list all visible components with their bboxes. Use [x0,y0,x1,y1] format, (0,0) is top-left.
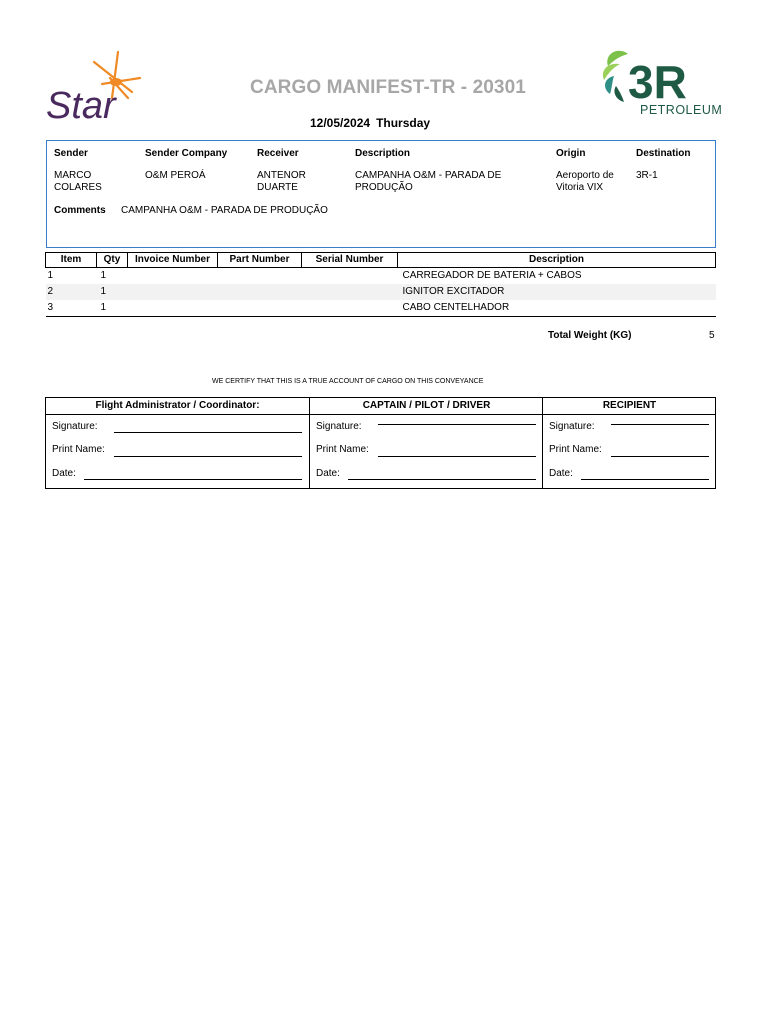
print-name-label: Print Name: [316,444,369,455]
recipient-print-name-line[interactable] [611,456,709,457]
captain-signature-column [309,398,543,488]
coordinator-signature-line[interactable] [114,432,302,433]
star-logo-text: Star [46,85,116,124]
manifest-date-line [310,116,430,130]
item-invoice [128,300,218,317]
comments-label: Comments [54,205,106,216]
item-number: 3 [46,300,97,317]
item-number: 2 [46,284,97,300]
signature-label: Signature: [316,421,362,432]
item-serial [302,268,398,285]
item-qty: 1 [97,300,128,317]
destination-value: 3R-1 [636,170,658,181]
shipment-info-box [46,140,716,248]
date-label: Date: [549,468,573,479]
signature-label: Signature: [549,421,595,432]
print-name-label: Print Name: [549,444,602,455]
origin-value: Aeroporto de Vitoria VIX [556,170,614,193]
star-logo [44,48,144,124]
table-header-row [46,253,716,268]
sender-company-value: O&M PEROÁ [145,170,206,181]
certification-statement: WE CERTIFY THAT THIS IS A TRUE ACCOUNT OF CARGO ON THIS CONVEYANCE [212,378,484,385]
item-invoice [128,268,218,285]
recipient-column-title: RECIPIENT [543,398,716,415]
sender-value: MARCO COLARES [54,170,102,193]
col-header-item: Item [46,253,97,268]
recipient-date-line[interactable] [581,479,709,480]
coordinator-date-line[interactable] [84,479,302,480]
table-row [46,268,716,285]
item-qty: 1 [97,284,128,300]
item-invoice [128,284,218,300]
coordinator-signature-column [46,398,309,488]
destination-header: Destination [636,148,691,159]
description-value: CAMPANHA O&M - PARADA DE PRODUÇÃO [355,170,502,193]
col-header-serial: Serial Number [302,253,398,268]
receiver-value: ANTENOR DUARTE [257,170,306,193]
sender-header: Sender [54,148,88,159]
manifest-date: 12/05/2024 [310,116,371,130]
description-header: Description [355,148,411,159]
coordinator-print-name-line[interactable] [114,456,302,457]
recipient-signature-column [542,398,716,488]
col-header-part: Part Number [218,253,302,268]
total-weight-label: Total Weight (KG) [548,330,632,341]
item-part [218,284,302,300]
receiver-header: Receiver [257,148,299,159]
3r-petroleum-logo [598,44,722,120]
signature-label: Signature: [52,421,98,432]
cargo-items-table [45,252,716,317]
sender-company-header: Sender Company [145,148,228,159]
item-serial [302,284,398,300]
table-row [46,284,716,300]
comments-value: CAMPANHA O&M - PARADA DE PRODUÇÃO [121,205,328,216]
manifest-title: CARGO MANIFEST-TR - 20301 [250,77,526,98]
captain-signature-line[interactable] [378,424,536,425]
manifest-weekday: Thursday [376,116,431,130]
col-header-description: Description [398,253,716,268]
col-header-invoice: Invoice Number [128,253,218,268]
petroleum-logo-text: PETROLEUM [640,103,722,117]
3r-logo-text: 3R [628,56,687,108]
date-label: Date: [52,468,76,479]
item-serial [302,300,398,317]
table-row [46,300,716,317]
print-name-label: Print Name: [52,444,105,455]
item-part [218,300,302,317]
item-part [218,268,302,285]
item-description: CABO CENTELHADOR [398,300,716,317]
total-weight-value: 5 [709,330,715,341]
item-qty: 1 [100,270,107,281]
item-number: 1 [47,270,54,281]
captain-column-title: CAPTAIN / PILOT / DRIVER [310,398,543,415]
coordinator-column-title: Flight Administrator / Coordinator: [46,398,309,415]
date-label: Date: [316,468,340,479]
captain-date-line[interactable] [348,479,536,480]
origin-header: Origin [556,148,586,159]
item-description: IGNITOR EXCITADOR [398,284,716,300]
recipient-signature-line[interactable] [611,424,709,425]
col-header-qty: Qty [97,253,128,268]
item-description: CARREGADOR DE BATERIA + CABOS [402,270,582,281]
signature-table [45,397,716,489]
captain-print-name-line[interactable] [378,456,536,457]
